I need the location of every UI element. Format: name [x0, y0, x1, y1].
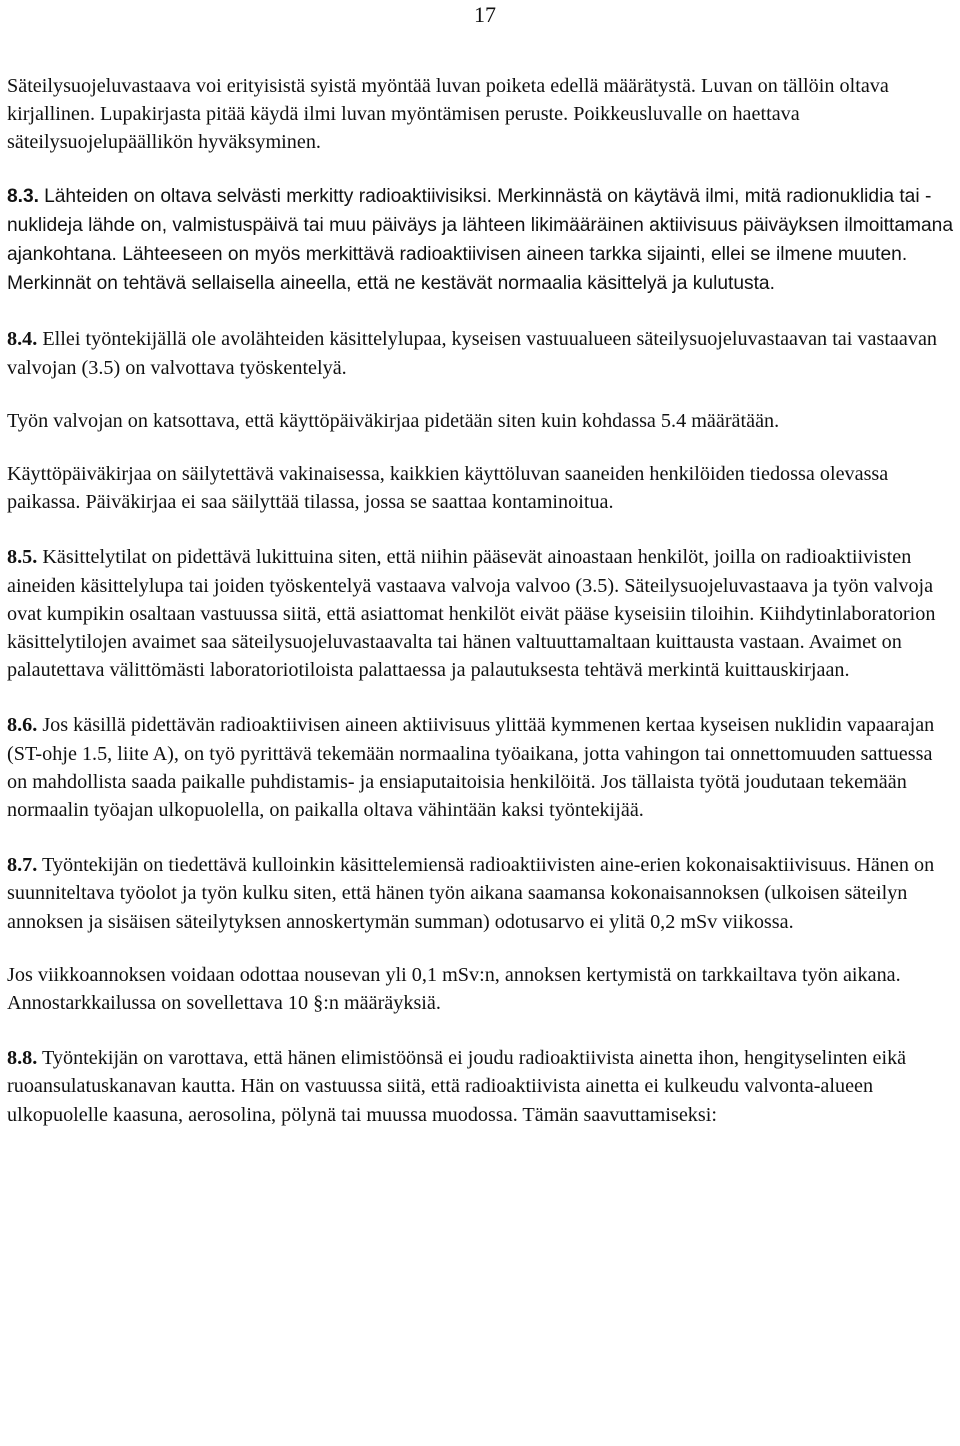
- section-text: Käsittelytilat on pidettävä lukittuina siten, että niihin pääsevät ainoastaan henkilöt, joilla on radioaktiivisten aineiden käsittelylupa tai joiden työskentelyä vastaava valvoja valvoo (3.5). Säteilysuojeluvastaava ja työn valvoja ovat kumpikin osaltaan vastuussa siitä, että asiattomat henkilöt eivät pääse kyseisiin tiloihin. Kiihdytinlaboratorion käsittelytilojen avaimet saa säteilysuojeluvastaavalta tai hänen valtuuttamaltaan kuittausta vastaan. Avaimet on palautettava välittömästi laboratoriotiloista palattaessa ja palautuksesta tehtävä merkintä kuittauskirjaan.: [7, 546, 936, 682]
- section-text: Ellei työntekijällä ole avolähteiden käsittelylupaa, kyseisen vastuualueen säteilysuojeluvastaavan tai vastaavan valvojan (3.5) on valvottava työskentelyä.: [7, 328, 938, 379]
- section-number: 8.4.: [7, 328, 38, 351]
- section-number: 8.6.: [7, 714, 38, 737]
- section-8-6: [7, 711, 957, 824]
- section-number: 8.8.: [7, 1047, 38, 1070]
- section-text: Jos käsillä pidettävän radioaktiivisen aineen aktiivisuus ylittää kymmenen kertaa kyseisen nuklidin vapaarajan (ST-ohje 1.5, liite A), on työ pyrittävä tekemään normaalina työaikana, jotta vahingon tai onnettomuuden sattuessa on mahdollista saada paikalle puhdistamis- ja ensiaputaitoisia henkilöitä. Jos tällaista työtä joudutaan tekemään normaalin työajan ulkopuolella, on paikalla oltava vähintään kaksi työntekijää.: [7, 714, 935, 822]
- section-number: 8.7.: [7, 854, 38, 877]
- section-8-3: [7, 182, 957, 299]
- paragraph-supervisor-logbook: Työn valvojan on katsottava, että käyttöpäiväkirjaa pidetään siten kuin kohdassa 5.4 määrätään.: [7, 409, 780, 432]
- section-number: 8.3.: [7, 185, 40, 207]
- paragraph-logbook-storage: Käyttöpäiväkirjaa on säilytettävä vakinaisessa, kaikkien käyttöluvan saaneiden henkilöiden tiedossa olevassa paikassa. Päiväkirjaa ei saa säilyttää tilassa, jossa se saattaa kontaminoitua.: [7, 463, 889, 514]
- section-text: Lähteiden on oltava selvästi merkitty radioaktiivisiksi. Merkinnästä on käytävä ilmi, mitä radionuklidia tai -nuklideja lähde on, valmistuspäivä tai muu päiväys ja lähteen likimääräinen aktiivisuus päiväyksen ilmoittamana ajankohtana. Lähteeseen on myös merkittävä radioaktiivisen aineen tarkka sijainti, ellei se ilmene muuten. Merkinnät on tehtävä sellaisella aineella, että ne kestävät normaalia käsittelyä ja kulutusta.: [7, 185, 954, 295]
- document-body: [7, 72, 957, 1156]
- page-number: 17: [474, 2, 496, 27]
- paragraph-weekly-dose: Jos viikkoannoksen voidaan odottaa nousevan yli 0,1 mSv:n, annoksen kertymistä on tarkkailtava työn aikana. Annostarkkailussa on sovellettava 10 §:n määräyksiä.: [7, 963, 901, 1015]
- section-8-4: [7, 325, 957, 381]
- section-8-8: [7, 1044, 957, 1129]
- section-8-5: [7, 543, 957, 684]
- section-text: Työntekijän on tiedettävä kulloinkin käsittelemiensä radioaktiivisten aine-erien kokonaisaktiivisuus. Hänen on suunniteltava työolot ja työn kulku siten, että hänen työn aikana saamansa kokonaisannoksen (ulkoisen säteilyn annoksen ja sisäisen säteilytyksen annoskertymän summan) odotusarvo ei ylitä 0,2 mSv viikossa.: [7, 854, 935, 933]
- paragraph-exception-permit: Säteilysuojeluvastaava voi erityisistä syistä myöntää luvan poiketa edellä määrätystä. Luvan on tällöin oltava kirjallinen. Lupakirjasta pitää käydä ilmi luvan myöntämisen peruste. Poikkeusluvalle on haettava säteilysuojelupäällikön hyväksyminen.: [7, 75, 889, 154]
- section-number: 8.5.: [7, 546, 38, 569]
- section-8-7: [7, 851, 957, 936]
- section-text: Työntekijän on varottava, että hänen elimistöönsä ei joudu radioaktiivista ainetta ihon, hengityselinten eikä ruoansulatuskanavan kautta. Hän on vastuussa siitä, että radioaktiivista ainetta ei kulkeudu valvonta-alueen ulkopuolelle kaasuna, aerosolina, pölynä tai muussa muodossa. Tämän saavuttamiseksi:: [7, 1047, 907, 1126]
